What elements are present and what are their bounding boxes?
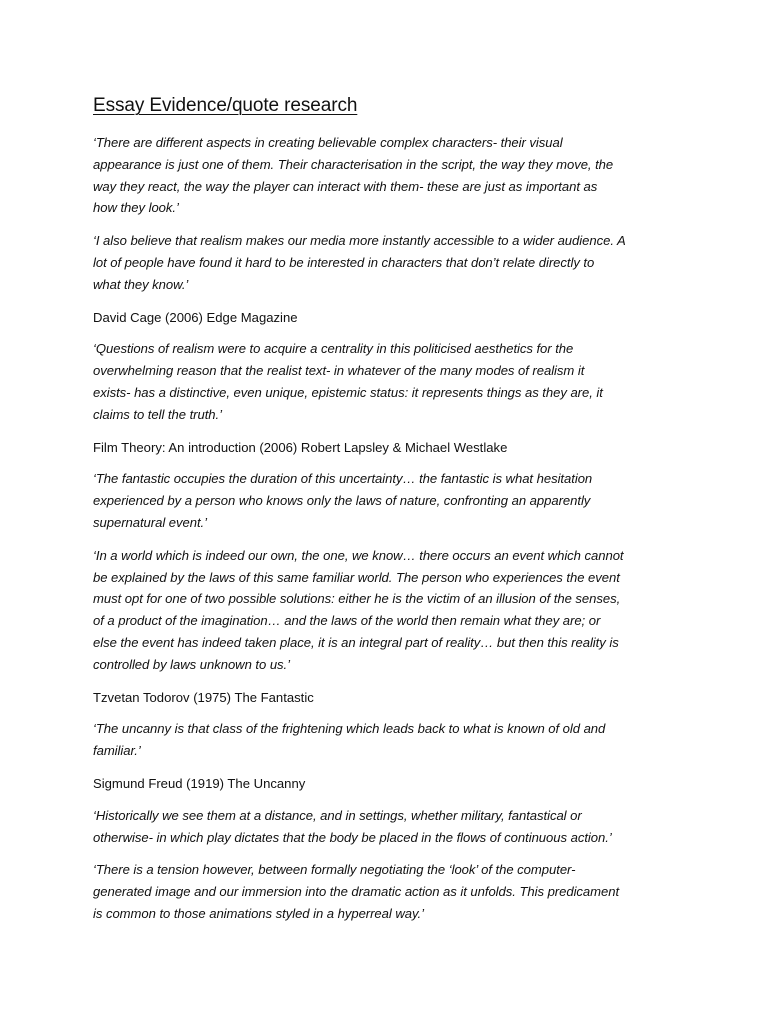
quote-line: lot of people have found it hard to be interested in characters that don’t relate directly to xyxy=(93,254,595,270)
document-page xyxy=(93,94,683,936)
quote-block-8 xyxy=(93,859,683,924)
quote-line: else the event has indeed taken place, it is an integral part of reality… but then this reality is xyxy=(93,634,619,650)
quote-line: exists- has a distinctive, even unique, epistemic status: it represents things as they are, it xyxy=(93,384,603,400)
citation-line: Film Theory: An introduction (2006) Robert Lapsley & Michael Westlake xyxy=(93,439,508,455)
citation-line: Sigmund Freud (1919) The Uncanny xyxy=(93,775,306,791)
citation-1 xyxy=(93,307,683,329)
quote-line: otherwise- in which play dictates that the body be placed in the flows of continuous action.’ xyxy=(93,829,612,845)
quote-line: generated image and our immersion into the dramatic action as it unfolds. This predicament xyxy=(93,884,620,900)
quote-line: of a product of the imagination… and the laws of the world then remain what they are; or xyxy=(93,613,601,629)
quote-line: ‘The fantastic occupies the duration of this uncertainty… the fantastic is what hesitation xyxy=(93,471,593,487)
quote-line: experienced by a person who knows only the laws of nature, confronting an apparently xyxy=(93,493,591,509)
citation-2 xyxy=(93,437,683,459)
quote-line: how they look.’ xyxy=(93,200,179,216)
quote-block-5 xyxy=(93,545,683,676)
quote-line: way they react, the way the player can interact with them- these are just as important as xyxy=(93,178,598,194)
quote-line: ‘There are different aspects in creating believable complex characters- their visual xyxy=(93,135,563,150)
quote-block-2 xyxy=(93,230,683,295)
citation-4 xyxy=(93,773,683,795)
quote-block-1 xyxy=(93,132,683,219)
quote-line: ‘There is a tension however, between formally negotiating the ‘look’ of the computer- xyxy=(93,862,576,878)
quote-line: supernatural event.’ xyxy=(93,514,208,530)
quote-block-6 xyxy=(93,718,683,762)
quote-line: ‘Historically we see them at a distance, and in settings, whether military, fantastical or xyxy=(93,807,582,823)
quote-line: appearance is just one of them. Their characterisation in the script, the way they move, the xyxy=(93,156,614,172)
quote-line: be explained by the laws of this same familiar world. The person who experiences the event xyxy=(93,569,620,585)
quote-line: must opt for one of two possible solutions: either he is the victim of an illusion of the senses, xyxy=(93,591,621,607)
quote-line: ‘Questions of realism were to acquire a centrality in this politicised aesthetics for the xyxy=(93,341,574,357)
quote-block-7 xyxy=(93,805,683,849)
quote-block-3 xyxy=(93,338,683,425)
quote-line: is common to those animations styled in a hyperreal way.’ xyxy=(93,905,424,921)
quote-line: familiar.’ xyxy=(93,743,141,759)
quote-line: ‘In a world which is indeed our own, the one, we know… there occurs an event which cannot xyxy=(93,547,624,563)
quote-line: what they know.’ xyxy=(93,276,189,292)
citation-3 xyxy=(93,687,683,709)
quote-line: ‘I also believe that realism makes our media more instantly accessible to a wider audience. A xyxy=(93,233,626,249)
quote-line: controlled by laws unknown to us.’ xyxy=(93,656,290,672)
quote-line: overwhelming reason that the realist text- in whatever of the many modes of realism it xyxy=(93,363,585,379)
citation-line: David Cage (2006) Edge Magazine xyxy=(93,309,298,325)
quote-block-4 xyxy=(93,468,683,533)
quote-line: ‘The uncanny is that class of the frightening which leads back to what is known of old and xyxy=(93,721,606,737)
document-title: Essay Evidence/quote research xyxy=(93,95,358,116)
quote-line: claims to tell the truth.’ xyxy=(93,406,222,422)
citation-line: Tzvetan Todorov (1975) The Fantastic xyxy=(93,689,314,705)
